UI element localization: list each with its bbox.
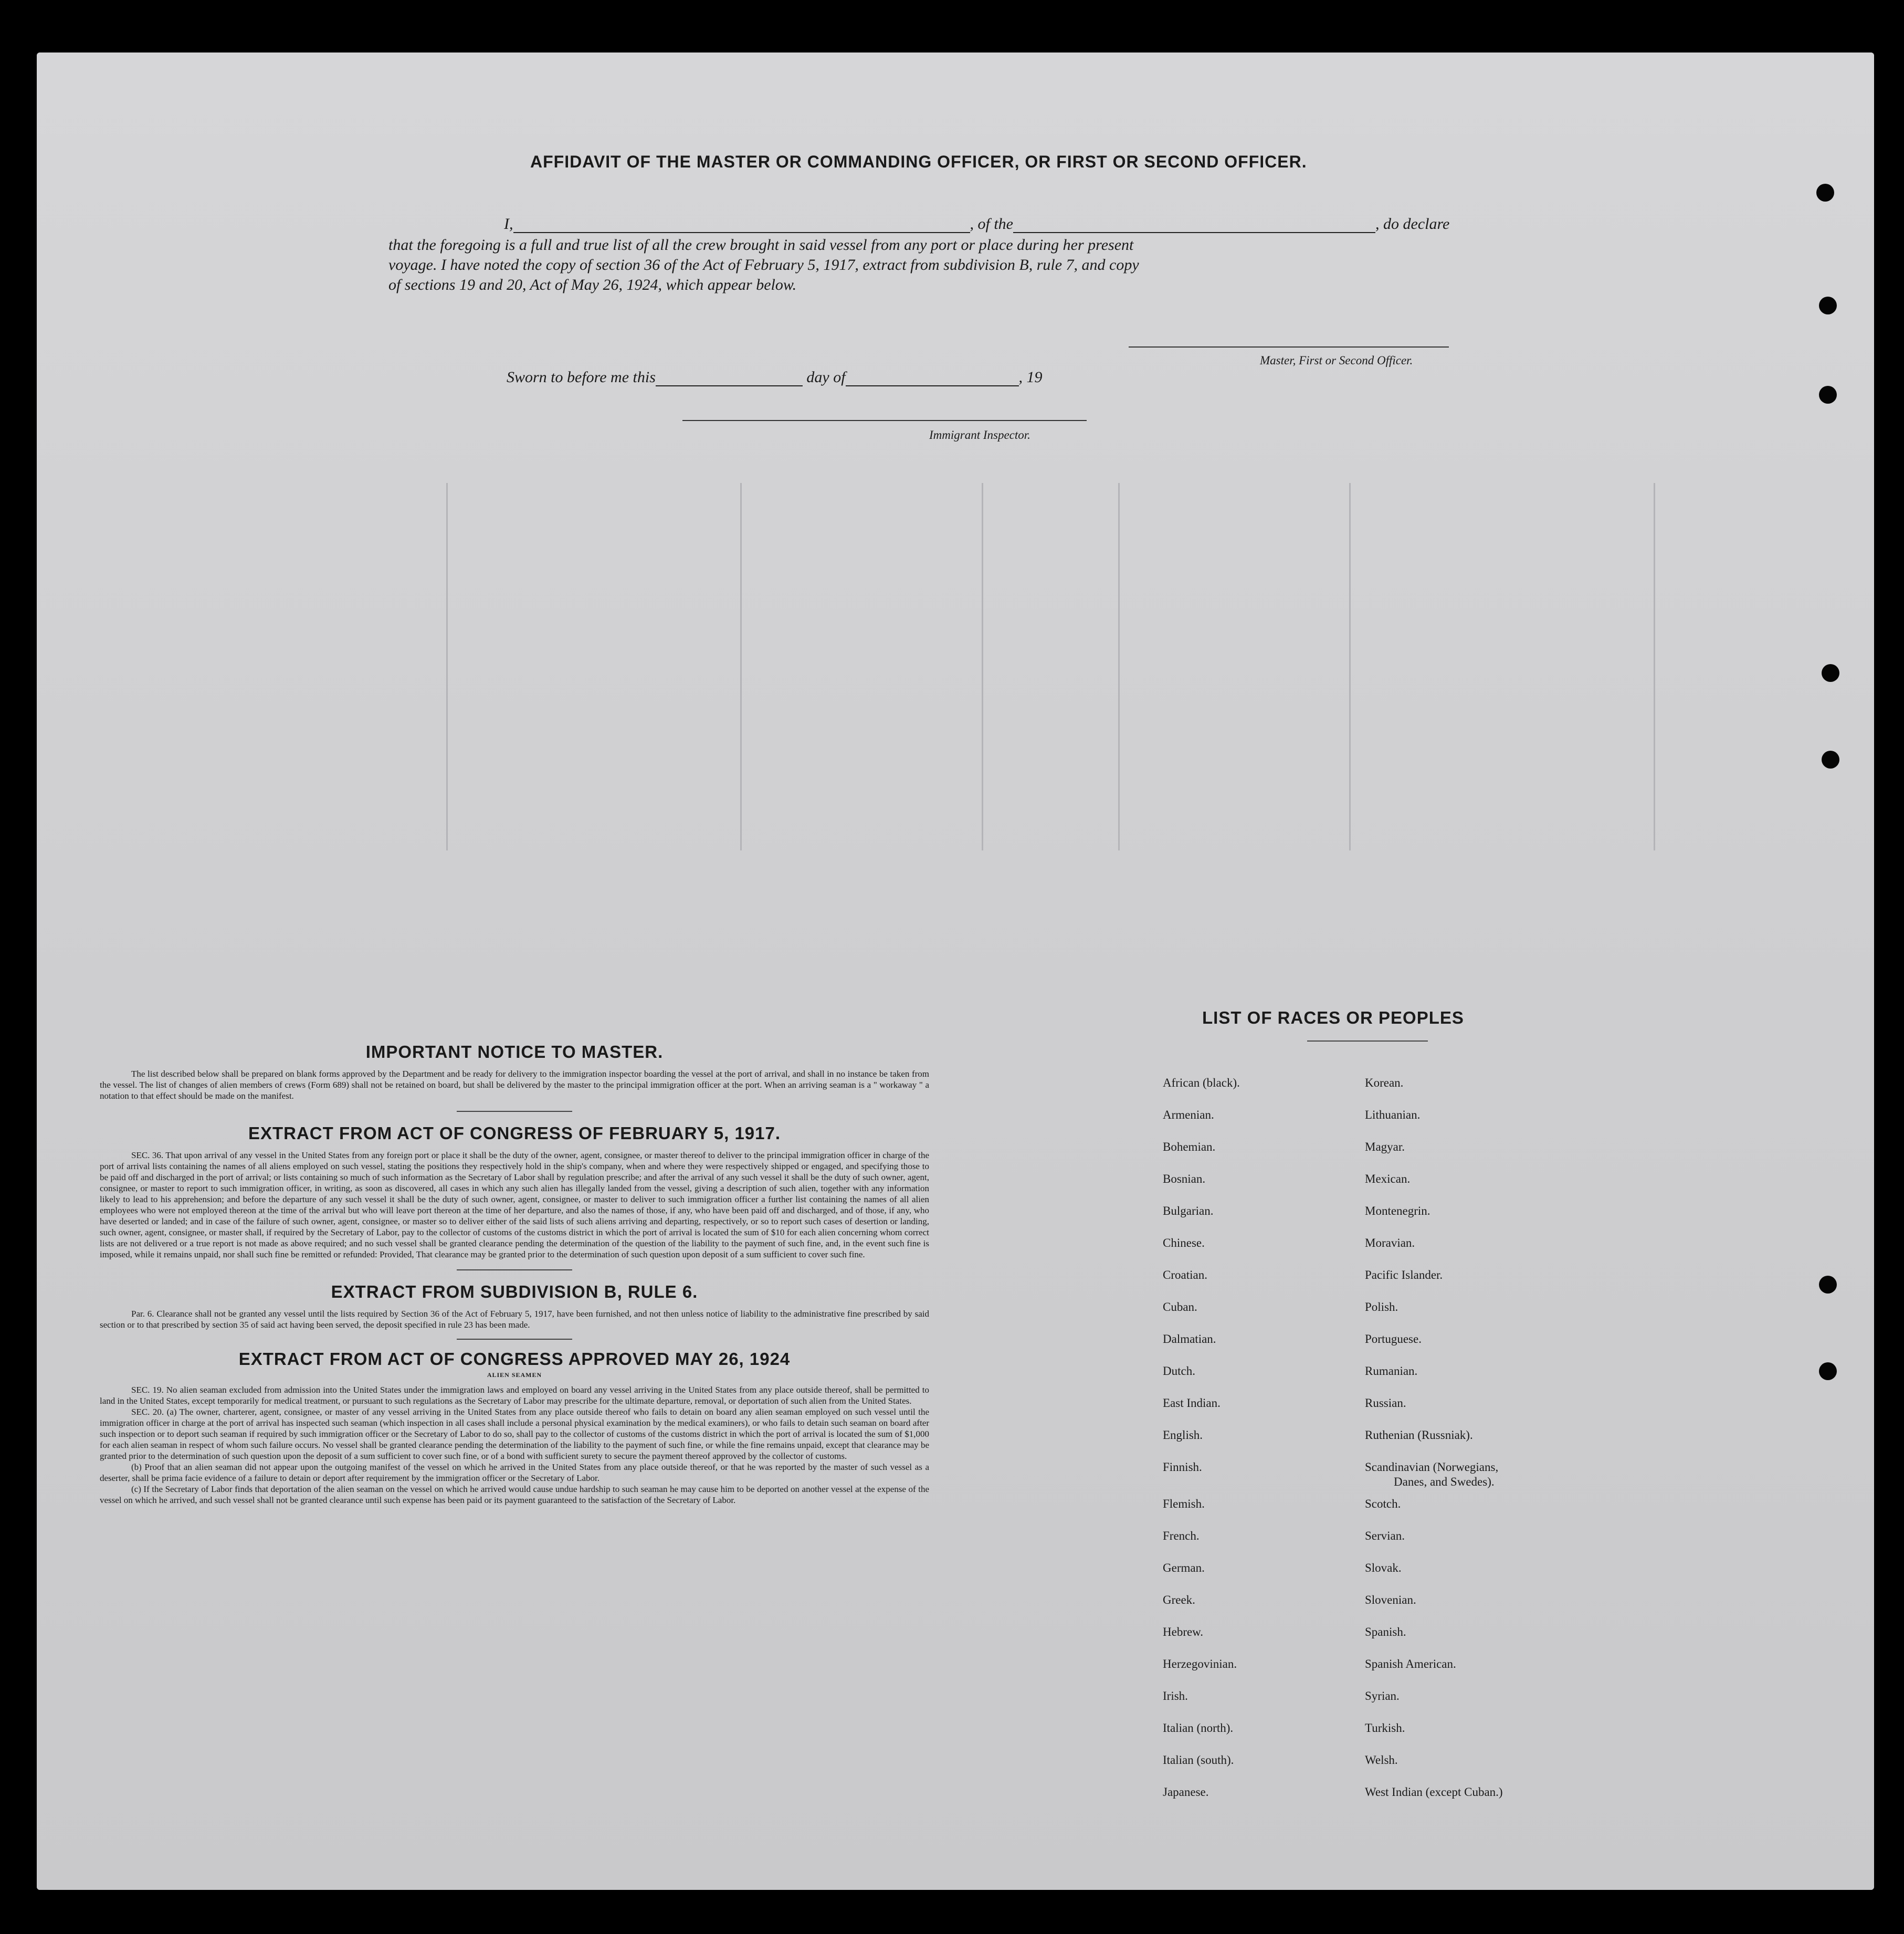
vessel-field[interactable] <box>1013 232 1375 233</box>
divider <box>457 1339 572 1340</box>
race-item: Pacific Islander. <box>1365 1268 1443 1281</box>
bleed-line <box>446 483 448 850</box>
race-item: Slovak. <box>1365 1561 1402 1574</box>
race-item: Spanish American. <box>1365 1657 1456 1670</box>
race-item: Moravian. <box>1365 1236 1415 1249</box>
paper-background <box>37 52 1874 1890</box>
sworn-day-field[interactable] <box>656 385 803 386</box>
race-item: Cuban. <box>1163 1300 1197 1313</box>
race-item: Mexican. <box>1365 1172 1411 1185</box>
affidavit-declaration-line <box>504 215 1449 233</box>
punch-hole-icon <box>1822 664 1839 682</box>
extract-1917-text: SEC. 36. That upon arrival of any vessel in the United States from any foreign port or place it shall be the duty of the owner, agent, consignee, or master thereof to deliver to the principal immigration officer in charge of the port of arrival lists containing the names of all aliens employed on such vessel, stating the positions they respectively hold in the ship's company, when and where they were respectively shipped or engaged, and specifying those to be paid off and discharged in the port of arrival; or lists containing so much of such information as the Secretary of Labor shall by regulation prescribe; and after the arrival of any such vessel it shall be the duty of such owner, agent, consignee, or master to report to such immigration officer, in writing, as soon as discovered, all cases in which any such alien has illegally landed from the vessel, giving a description of such alien, together with any information likely to lead to his apprehension; and before the departure of any such vessel it shall be the duty of such owner, agent, consignee, or master to deliver to such immigration officer a further list containing the names of all alien employees who were not employed thereon at the time of the arrival but who will leave port thereon at the time of her departure, and also the names of those, if any, who have been paid off and discharged, and of those, if any, who have deserted or landed; and in case of the failure of such owner, agent, consignee, or master so to deliver either of the said lists of such aliens arriving and departing, respectively, or so to report such cases of desertion or landing, such owner, agent, consignee, or master shall, if required by the Secretary of Labor, pay to the collector of customs of the customs district in which the port of arrival is located the sum of $10 for each alien concerning whom correct lists are not delivered or a true report is not made as above required; and no such vessel shall be granted clearance pending the determination of the question of the liability to the payment of such fine, and, in the event such fine is imposed, while it remains unpaid, nor shall such fine be remitted or refunded: Provided, That clearance may be granted prior to the determination of such question upon deposit of a sum sufficient to cover such fine. <box>100 1150 929 1259</box>
race-item: Dalmatian. <box>1163 1332 1216 1346</box>
race-item: Lithuanian. <box>1365 1108 1421 1121</box>
inspector-label: Immigrant Inspector. <box>929 428 1030 442</box>
affidavit-body <box>388 235 1543 295</box>
race-item: Croatian. <box>1163 1268 1207 1281</box>
race-item: Polish. <box>1365 1300 1398 1313</box>
race-item: Russian. <box>1365 1396 1406 1410</box>
race-item: English. <box>1163 1428 1203 1442</box>
bleed-line <box>982 483 983 850</box>
i-label: I, <box>504 215 513 233</box>
race-item: African (black). <box>1163 1076 1240 1089</box>
bleed-line <box>740 483 742 850</box>
race-item-continuation: Danes, and Swedes). <box>1394 1475 1495 1488</box>
bleed-line <box>1654 483 1655 850</box>
race-item: Herzegovinian. <box>1163 1657 1237 1670</box>
race-item: Japanese. <box>1163 1785 1209 1799</box>
year-label: , 19 <box>1018 369 1043 386</box>
left-notices-column <box>100 1042 929 1506</box>
punch-hole-icon <box>1822 751 1839 769</box>
race-item: Italian (north). <box>1163 1721 1234 1735</box>
race-item: Syrian. <box>1365 1689 1400 1702</box>
divider <box>457 1111 572 1112</box>
affidavit-body-line: voyage. I have noted the copy of section 36 of the Act of February 5, 1917, extract from subdivision B, rule 7, and copy <box>388 256 1139 274</box>
race-item: Rumanian. <box>1365 1364 1418 1378</box>
bleed-line <box>1118 483 1120 850</box>
notice-title: IMPORTANT NOTICE TO MASTER. <box>365 1042 664 1061</box>
notice-text: The list described below shall be prepared on blank forms approved by the Department and be ready for delivery to the immigration inspector boarding the vessel at the port of arrival, and shall in no instance be taken from the vessel. The list of changes of alien members of crews (Form 689) shall not be retained on board, but shall be delivered by the master to the principal immigration officer at the port. When an arriving seaman is a " workaway " a notation to that effect should be made on the manifest. <box>100 1069 929 1101</box>
races-title: LIST OF RACES OR PEOPLES <box>1202 1008 1464 1027</box>
sworn-month-field[interactable] <box>846 385 1019 386</box>
rule6-title: EXTRACT FROM SUBDIVISION B, RULE 6. <box>331 1282 698 1301</box>
race-item: Korean. <box>1365 1076 1404 1089</box>
inspector-signature-line[interactable] <box>682 420 1087 421</box>
race-item: Bohemian. <box>1163 1140 1216 1153</box>
name-field[interactable] <box>513 232 970 233</box>
document-sheet <box>37 52 1874 1890</box>
of-the-label: , of the <box>970 215 1013 233</box>
race-item: Bulgarian. <box>1163 1204 1214 1217</box>
race-item: West Indian (except Cuban.) <box>1365 1785 1503 1799</box>
affidavit-body-line: that the foregoing is a full and true list of all the crew brought in said vessel from any port or place during her present <box>388 236 1134 254</box>
race-item: Montenegrin. <box>1365 1204 1430 1217</box>
extract-1924-sec20b: (b) Proof that an alien seaman did not appear upon the outgoing manifest of the vessel on which he arrived in the United States from any place outside thereof, or that he was reported by the master of such vessel as a deserter, shall be prima facie evidence of a failure to detain or deport after requirement by the immigration officer or the Secretary of Labor. <box>100 1462 929 1483</box>
extract-1924-sec20a: SEC. 20. (a) The owner, charterer, agent, consignee, or master of any vessel arriving in the United States from any place outside thereof who fails to detain on board any alien seaman employed on such vessel until the immigration officer in charge at the port of arrival has inspected such seaman (which inspection in all cases shall include a personal physical examination by the medical examiners), or who fails to detain such seaman on board after such inspection or to deport such seaman if required by such immigration officer or the Secretary of Labor to do so, shall pay to the collector of customs of the customs district in which the port of arrival is located the sum of $1,000 for each alien seaman in respect of whom such failure occurs. No vessel shall be granted clearance pending the determination of the liability to the payment of such fine, or while the fine remains unpaid, except that clearance may be granted prior to the determination of such question upon the deposit of a sum sufficient to cover such fine, or of a bond with sufficient surety to secure the payment thereof approved by the collector of customs. <box>100 1407 929 1461</box>
punch-hole-icon <box>1819 1362 1837 1380</box>
race-item: French. <box>1163 1529 1200 1542</box>
sworn-line <box>507 369 1043 386</box>
race-item: Scotch. <box>1365 1497 1401 1510</box>
races-divider <box>1307 1040 1428 1042</box>
punch-hole-icon <box>1819 297 1837 314</box>
race-item: Servian. <box>1365 1529 1405 1542</box>
rule6-text: Par. 6. Clearance shall not be granted any vessel until the lists required by Section 36 of the Act of February 5, 1917, have been furnished, and not then unless notice of liability to the administrative fine prescribed by said section or to that prescribed by section 35 of said act having been served, the deposit specified in rule 23 has been made. <box>100 1309 929 1330</box>
race-item: Irish. <box>1163 1689 1188 1702</box>
race-item: Finnish. <box>1163 1460 1202 1474</box>
do-declare-label: , do declare <box>1375 215 1450 233</box>
race-item: Dutch. <box>1163 1364 1195 1378</box>
affidavit-title: AFFIDAVIT OF THE MASTER OR COMMANDING OFFICER, OR FIRST OR SECOND OFFICER. <box>530 152 1307 171</box>
affidavit-body-line: of sections 19 and 20, Act of May 26, 1924, which appear below. <box>388 276 797 293</box>
day-of-label: day of <box>806 369 846 386</box>
extract-1917-title: EXTRACT FROM ACT OF CONGRESS OF FEBRUARY 5, 1917. <box>248 1123 781 1143</box>
master-signature-line[interactable] <box>1129 346 1449 348</box>
race-item: Chinese. <box>1163 1236 1205 1249</box>
sworn-label: Sworn to before me this <box>507 369 656 386</box>
race-item: Turkish. <box>1365 1721 1405 1735</box>
race-item: Flemish. <box>1163 1497 1205 1510</box>
divider <box>457 1269 572 1270</box>
race-item: Portuguese. <box>1365 1332 1422 1346</box>
extract-1924-sec20c: (c) If the Secretary of Labor finds that deportation of the alien seaman on the vessel on which he arrived would cause undue hardship to such seaman he may cause him to be deported on another vessel at the expense of the vessel on which he arrived, and such vessel shall not be granted clearance until such expense has been paid or its payment guaranteed to the satisfaction of the Secretary of Labor. <box>100 1484 929 1505</box>
race-item: East Indian. <box>1163 1396 1221 1410</box>
race-item: Hebrew. <box>1163 1625 1204 1638</box>
extract-1924-sec19: SEC. 19. No alien seaman excluded from admission into the United States under the immigration laws and employed on board any vessel arriving in the United States from any place outside thereof, shall be permitted to land in the United States, except temporarily for medical treatment, or pursuant to such regulations as the Secretary of Labor may prescribe for the ultimate departure, removal, or deportation of such alien from the United States. <box>100 1385 929 1406</box>
extract-1924-title: EXTRACT FROM ACT OF CONGRESS APPROVED MAY 26, 1924 <box>238 1349 791 1369</box>
race-item: Welsh. <box>1365 1753 1398 1767</box>
bleed-line <box>1349 483 1351 850</box>
race-item: Scandinavian (Norwegians, <box>1365 1460 1499 1474</box>
race-item: German. <box>1163 1561 1205 1574</box>
race-item: Ruthenian (Russniak). <box>1365 1428 1473 1442</box>
race-item: Bosnian. <box>1163 1172 1206 1185</box>
master-signature-label: Master, First or Second Officer. <box>1260 354 1413 367</box>
punch-hole-icon <box>1819 386 1837 404</box>
race-item: Greek. <box>1163 1593 1195 1606</box>
race-item: Magyar. <box>1365 1140 1405 1153</box>
race-item: Armenian. <box>1163 1108 1214 1121</box>
race-item: Italian (south). <box>1163 1753 1234 1767</box>
race-item: Spanish. <box>1365 1625 1406 1638</box>
race-item: Slovenian. <box>1365 1593 1416 1606</box>
punch-hole-icon <box>1819 1276 1837 1294</box>
punch-hole-icon <box>1816 184 1834 202</box>
extract-1924-subtitle: ALIEN SEAMEN <box>487 1371 542 1379</box>
